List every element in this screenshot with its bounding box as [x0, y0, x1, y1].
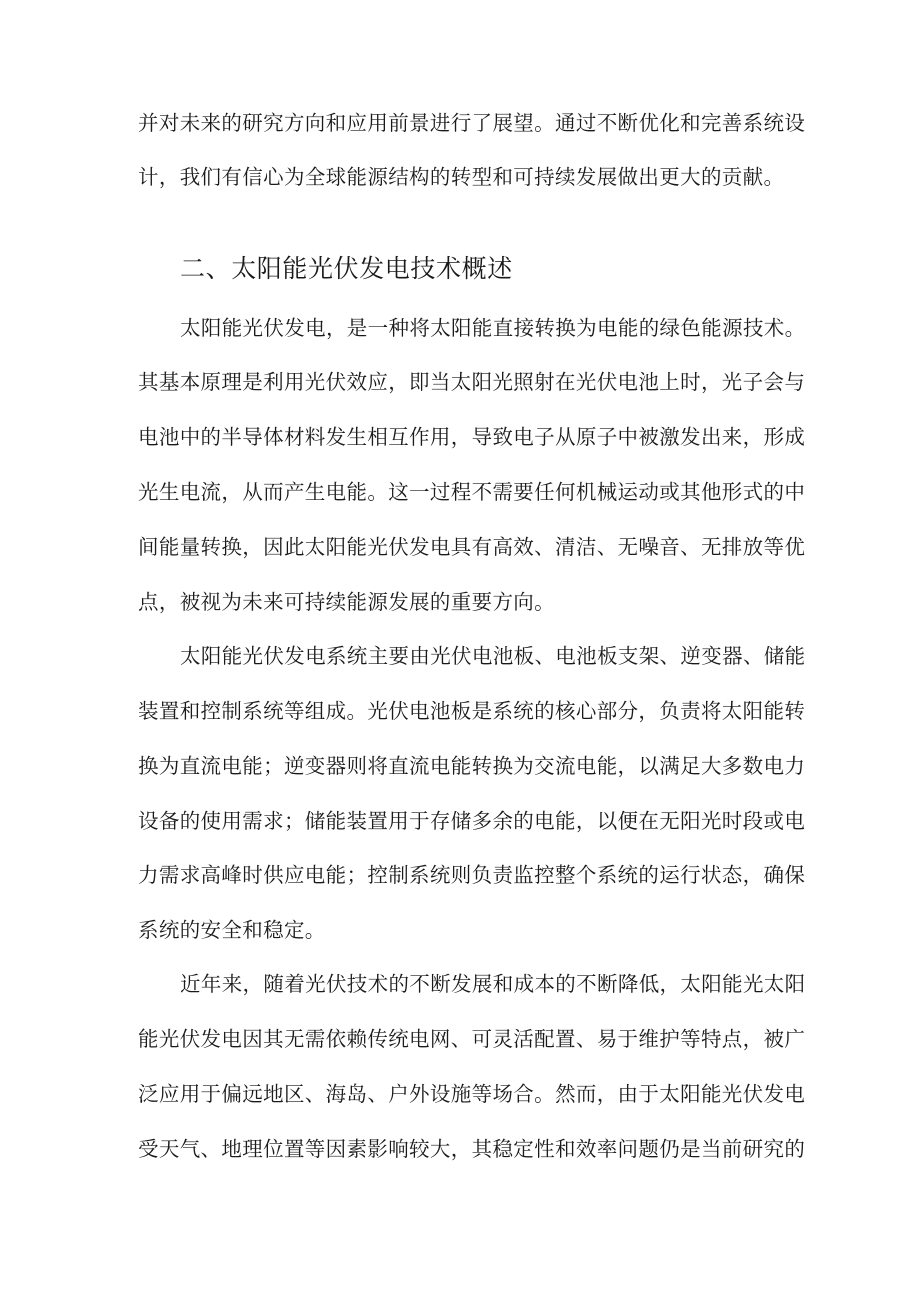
paragraph1-line-3: 电池中的半导体材料发生相互作用，导致电子从原子中被激发出来，形成: [138, 425, 806, 449]
paragraph3-line-1: 近年来，随着光伏技术的不断发展和成本的不断降低，太阳能光太阳: [180, 972, 806, 996]
paragraph2-line-6: 系统的安全和稳定。: [138, 918, 326, 942]
paragraph3-line-2: 能光伏发电因其无需依赖传统电网、可灵活配置、易于维护等特点，被广: [138, 1027, 806, 1051]
paragraph2-line-5: 力需求高峰时供应电能；控制系统则负责监控整个系统的运行状态，确保: [138, 863, 806, 887]
paragraph1-line-6: 点，被视为未来可持续能源发展的重要方向。: [138, 590, 555, 614]
section-heading: 二、太阳能光伏发电技术概述: [180, 254, 513, 283]
paragraph2-line-3: 换为直流电能；逆变器则将直流电能转换为交流电能，以满足大多数电力: [138, 754, 806, 778]
paragraph1-line-1: 太阳能光伏发电，是一种将太阳能直接转换为电能的绿色能源技术。: [180, 316, 806, 340]
paragraph2-line-1: 太阳能光伏发电系统主要由光伏电池板、电池板支架、逆变器、储能: [180, 644, 806, 668]
paragraph1-line-2: 其基本原理是利用光伏效应，即当太阳光照射在光伏电池上时，光子会与: [138, 370, 806, 394]
intro-line-2: 计，我们有信心为全球能源结构的转型和可持续发展做出更大的贡献。: [138, 165, 785, 189]
paragraph1-line-5: 间能量转换，因此太阳能光伏发电具有高效、清洁、无噪音、无排放等优: [138, 535, 806, 559]
paragraph2-line-2: 装置和控制系统等组成。光伏电池板是系统的核心部分，负责将太阳能转: [138, 699, 806, 723]
intro-line-1: 并对未来的研究方向和应用前景进行了展望。通过不断优化和完善系统设: [138, 111, 806, 135]
paragraph1-line-4: 光生电流，从而产生电能。这一过程不需要任何机械运动或其他形式的中: [138, 480, 806, 504]
paragraph3-line-4: 受天气、地理位置等因素影响较大，其稳定性和效率问题仍是当前研究的: [138, 1137, 806, 1161]
paragraph2-line-4: 设备的使用需求；储能装置用于存储多余的电能，以便在无阳光时段或电: [138, 809, 806, 833]
paragraph3-line-3: 泛应用于偏远地区、海岛、户外设施等场合。然而，由于太阳能光伏发电: [138, 1082, 806, 1106]
